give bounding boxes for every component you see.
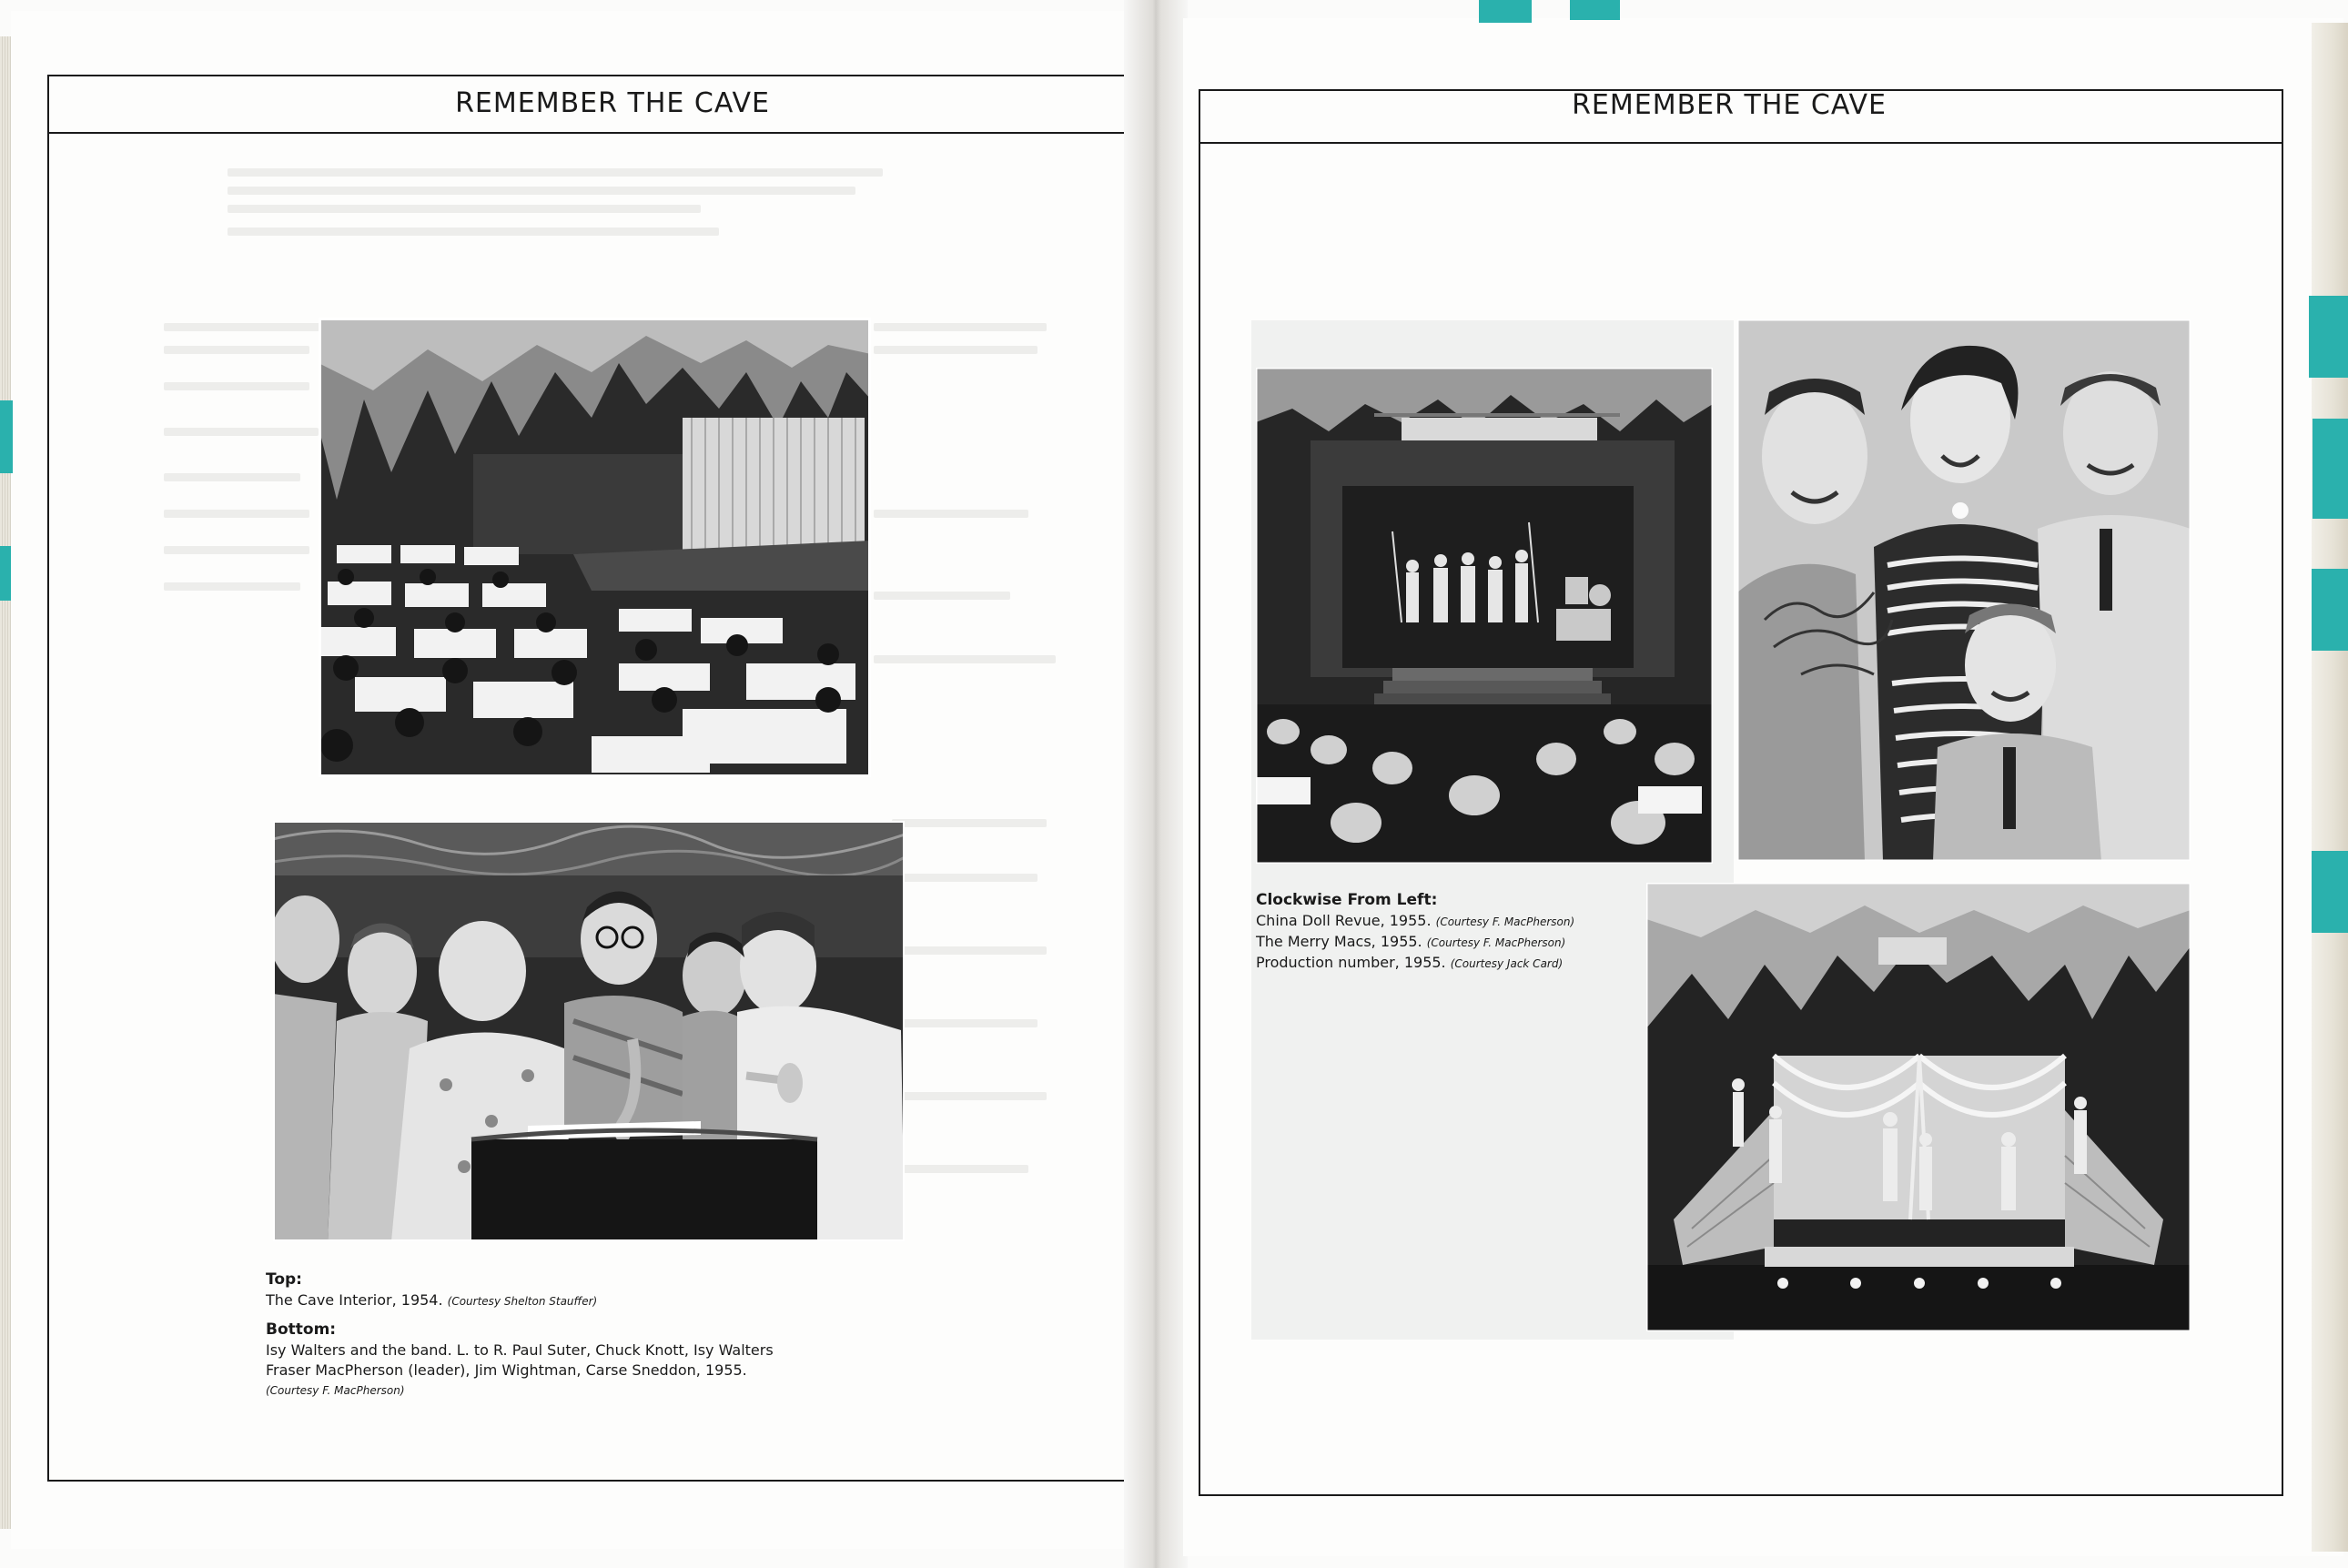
- caption-top-credit: (Courtesy Shelton Stauffer): [447, 1295, 598, 1308]
- caption-item-text: China Doll Revue, 1955.: [1256, 912, 1432, 929]
- caption-item-china-doll: [1256, 911, 1574, 932]
- left-running-head: REMEMBER THE CAVE: [455, 87, 770, 119]
- right-running-head: REMEMBER THE CAVE: [1572, 89, 1887, 121]
- caption-top-text: The Cave Interior, 1954.: [266, 1291, 443, 1309]
- china-doll-revue-photo: [1256, 368, 1713, 864]
- page-stack-edge-right: [2312, 23, 2348, 1552]
- caption-item-text: Production number, 1955.: [1256, 954, 1446, 971]
- index-tab: [1479, 0, 1532, 23]
- band-photo: [273, 821, 905, 1241]
- index-tab: [0, 400, 13, 473]
- caption-item-credit: (Courtesy F. MacPherson): [1435, 916, 1575, 928]
- caption-item-production-number: [1256, 953, 1574, 974]
- caption-item-credit: (Courtesy F. MacPherson): [1426, 936, 1566, 949]
- caption-bottom-credit: (Courtesy F. MacPherson): [266, 1384, 405, 1397]
- caption-clockwise-heading: Clockwise From Left:: [1256, 891, 1438, 909]
- caption-bottom-line2: Fraser MacPherson (leader), Jim Wightman, Carse Sneddon, 1955.: [266, 1361, 747, 1379]
- caption-top-line: [266, 1290, 774, 1311]
- index-tab: [0, 546, 11, 601]
- caption-item-text: The Merry Macs, 1955.: [1256, 933, 1422, 950]
- left-caption: [266, 1270, 774, 1401]
- merry-macs-photo: [1737, 319, 2191, 861]
- cave-interior-photo: [319, 318, 871, 777]
- index-tab: [2312, 851, 2348, 933]
- index-tab: [1570, 0, 1620, 20]
- caption-item-merry-macs: [1256, 932, 1574, 953]
- book-gutter: [1124, 0, 1188, 1568]
- caption-bottom-line1: Isy Walters and the band. L. to R. Paul Suter, Chuck Knott, Isy Walters: [266, 1341, 774, 1359]
- left-head-rule: [47, 132, 1132, 134]
- production-number-photo: [1646, 883, 2191, 1331]
- index-tab: [2312, 569, 2348, 651]
- caption-bottom-heading: Bottom:: [266, 1320, 337, 1339]
- caption-item-credit: (Courtesy Jack Card): [1450, 957, 1564, 970]
- index-tab: [2313, 419, 2348, 519]
- index-tab: [2309, 296, 2348, 378]
- caption-top-heading: Top:: [266, 1270, 302, 1289]
- right-head-rule: [1199, 142, 2283, 144]
- right-caption: [1256, 891, 1574, 974]
